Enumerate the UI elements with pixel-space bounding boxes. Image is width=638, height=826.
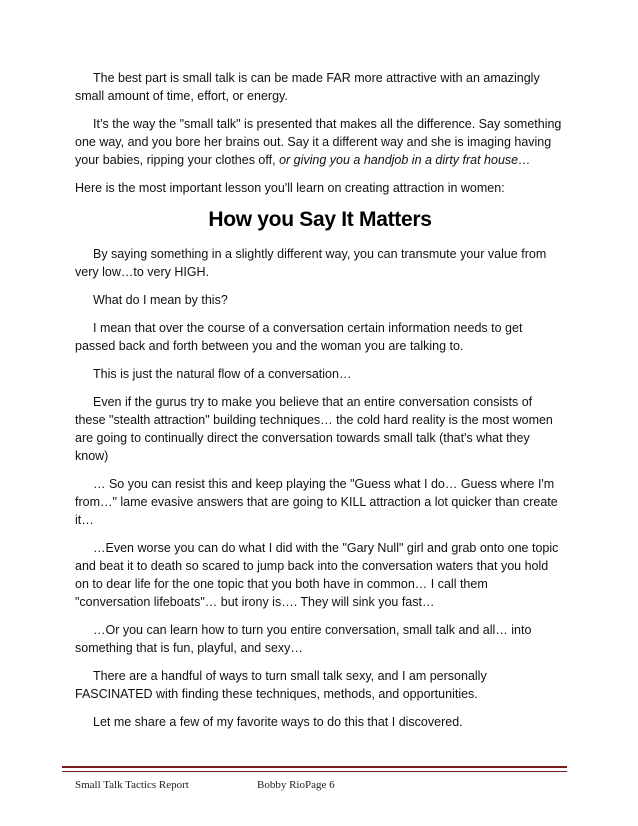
footer-author-page: Bobby RioPage 6 [257,779,335,791]
paragraph-intro: The best part is small talk is can be made FAR more attractive with an amazingly small amount of time, effort, or energy. [75,71,540,103]
paragraph: There are a handful of ways to turn small talk sexy, and I am personally FASCINATED with finding these techniques, methods, and opportunities. [75,669,487,701]
paragraph: …Or you can learn how to turn you entire conversation, small talk and all… into something that is fun, playful, and sexy… [75,623,532,655]
paragraph: By saying something in a slightly different way, you can transmute your value from very low…to very HIGH. [75,247,547,279]
footer-rule-thick [62,766,567,768]
paragraph-presentation-italic: or giving you a handjob in a dirty frat house… [279,153,531,167]
section-heading: How you Say It Matters [208,208,432,231]
paragraph: What do I mean by this? [93,293,228,307]
paragraph: Even if the gurus try to make you believe that an entire conversation consists of these "stealth attraction" building techniques… the cold hard reality is the most women are going to continually direct the conversation towards small talk (that's what they know) [75,395,553,463]
paragraph: I mean that over the course of a conversation certain information needs to get passed back and forth between you and the woman you are talking to. [75,321,523,353]
paragraph: Let me share a few of my favorite ways to do this that I discovered. [93,715,463,729]
paragraph: …Even worse you can do what I did with the "Gary Null" girl and grab onto one topic and beat it to death so scared to jump back into the conversation waters that you hold on to dear life for the one topic that you both have in common… I call them "conversation lifeboats"… but irony is…. They will sink you fast… [75,541,559,609]
paragraph-presentation-text: It’s the way the "small talk" is presented that makes all the difference. Say something one way, and you bore her brains out. Say it a different way and she is imaging having your babies, ripping your clothes off, [75,117,562,167]
paragraph-presentation [75,115,565,169]
paragraph: … So you can resist this and keep playing the "Guess what I do… Guess where I'm from…" lame evasive answers that are going to KILL attraction a lot quicker than create it… [75,477,558,527]
footer-report-title: Small Talk Tactics Report [75,779,189,791]
page-body [75,69,565,741]
paragraph: This is just the natural flow of a conversation… [93,367,352,381]
footer-rule-thin [62,771,567,772]
lesson-line: Here is the most important lesson you'll learn on creating attraction in women: [75,181,505,195]
